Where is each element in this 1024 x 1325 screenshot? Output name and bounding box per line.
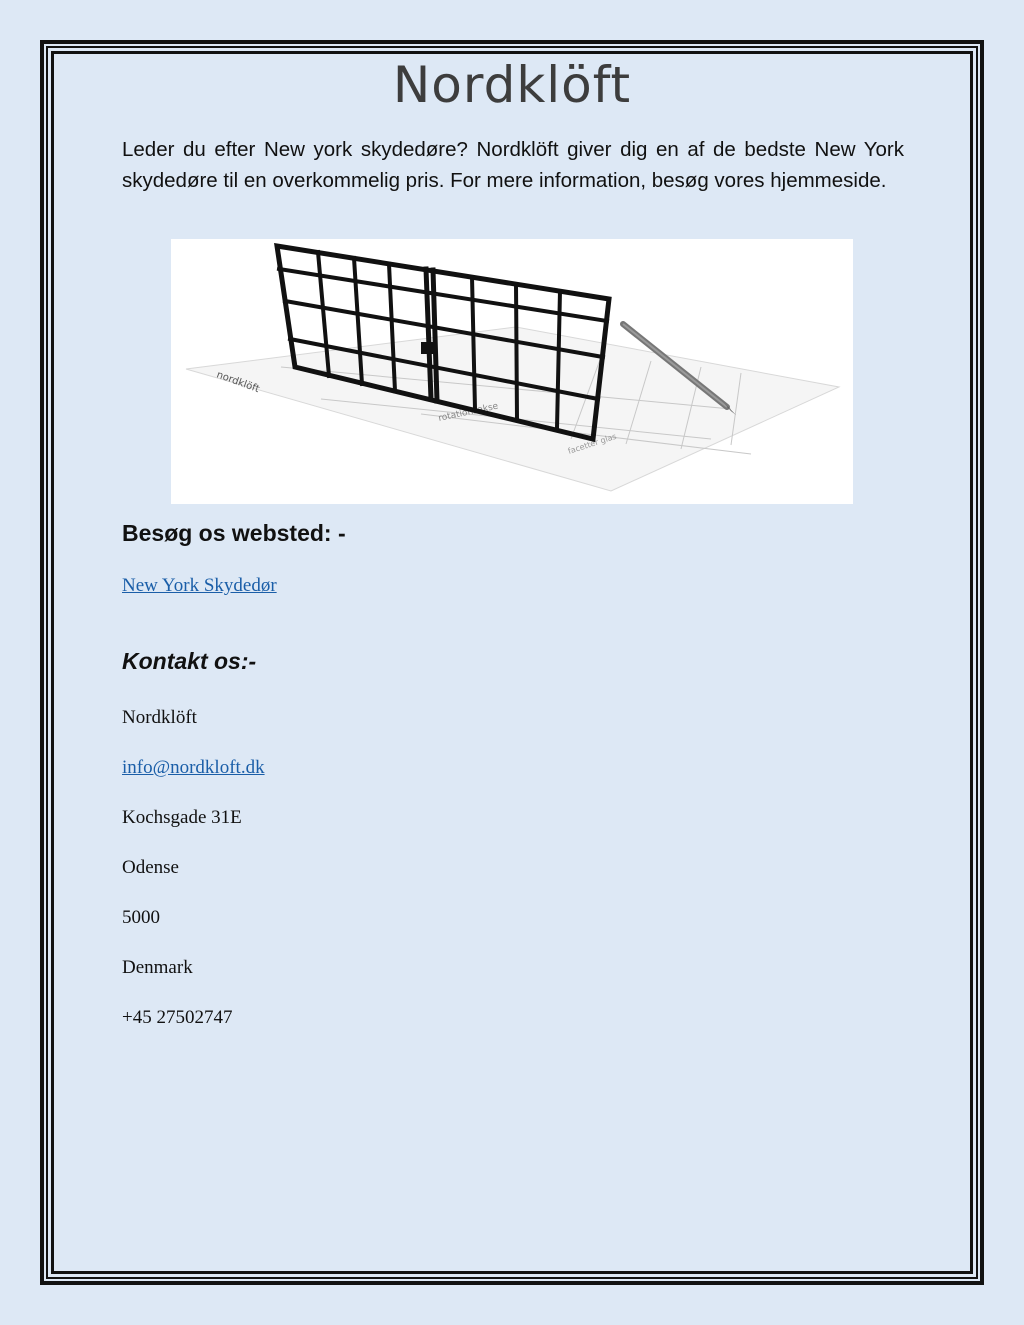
hero-image (171, 239, 853, 504)
contact-country: Denmark (122, 957, 193, 978)
contact-email-link[interactable]: info@nordkloft.dk (122, 757, 265, 778)
contact-street: Kochsgade 31E (122, 807, 242, 828)
door-handle (421, 342, 437, 354)
website-link[interactable]: New York Skydedør (122, 575, 277, 596)
paper-brand-text: nordklöft (214, 369, 261, 396)
contact-phone: +45 27502747 (122, 1007, 233, 1028)
sketch-note-text: facetter glas (566, 431, 618, 456)
contact-company: Nordklöft (122, 707, 197, 728)
contact-heading: Kontakt os:- (122, 648, 257, 674)
contact-city: Odense (122, 857, 179, 878)
contact-postal-code: 5000 (122, 907, 160, 928)
sliding-door-illustration (171, 239, 853, 504)
sketch-label-text: rotationsakse (437, 401, 500, 424)
brand-logo: Nordklöft (392, 56, 632, 114)
intro-paragraph: Leder du efter New york skydedøre? Nordklöft giver dig en af de bedste New York skydedøre til en overkommelig pris. For mere information, besøg vores hjemmeside. (122, 138, 904, 192)
visit-heading: Besøg os websted: - (122, 520, 346, 546)
